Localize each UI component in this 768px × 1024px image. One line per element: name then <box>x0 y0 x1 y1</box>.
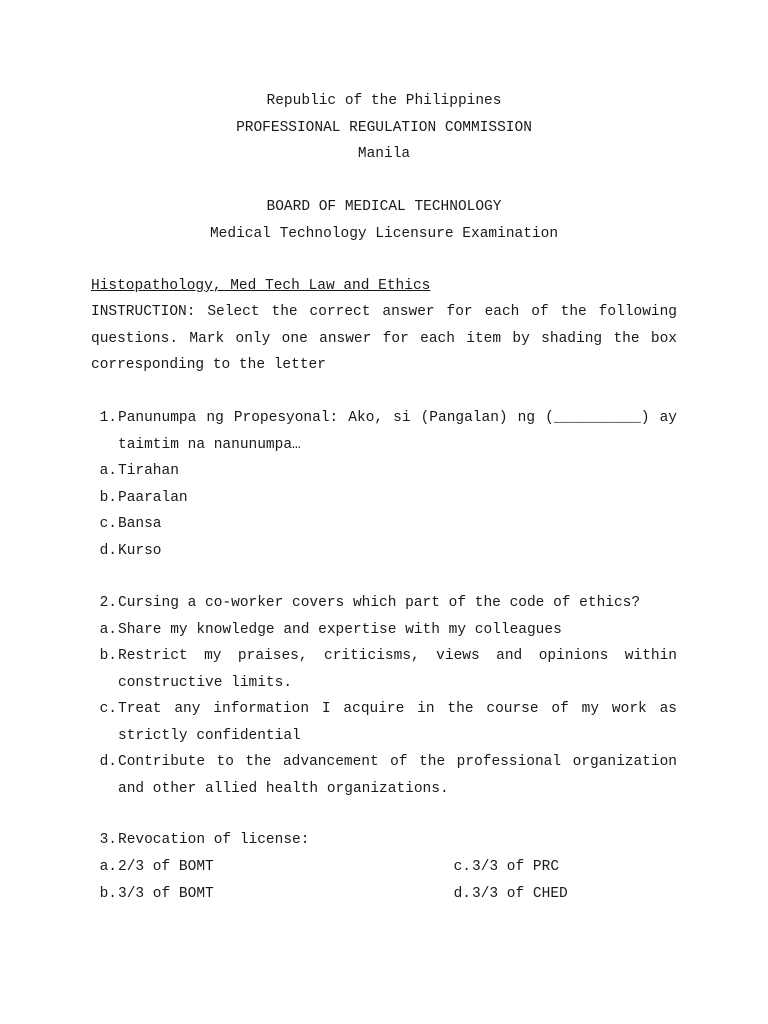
question-3-choices-left <box>91 854 391 907</box>
choice-text: 3/3 of PRC <box>472 859 560 875</box>
question-2 <box>91 590 677 802</box>
choice-letter: b. <box>99 648 117 664</box>
question-number: 3. <box>99 832 117 848</box>
choice-letter: d. <box>99 542 117 559</box>
exam-heading: Medical Technology Licensure Examination <box>209 226 559 242</box>
city-heading: Manila <box>357 146 411 162</box>
choice-text: Contribute to the advancement of the professional organization and other allied health organizations. <box>118 754 677 797</box>
choice-3c[interactable] <box>445 854 675 881</box>
choice-text: Bansa <box>118 516 162 532</box>
choice-2d[interactable] <box>91 749 677 802</box>
choice-letter: c. <box>453 859 471 875</box>
question-number: 1. <box>99 410 117 426</box>
question-3-choices-right <box>445 854 675 907</box>
choice-letter: b. <box>99 489 117 506</box>
question-1 <box>91 405 677 564</box>
choice-text: Share my knowledge and expertise with my colleagues <box>118 621 562 638</box>
choice-3d[interactable] <box>445 881 675 908</box>
choice-letter: a. <box>99 463 117 479</box>
choice-letter: b. <box>99 885 117 902</box>
choice-text: 2/3 of BOMT <box>118 859 214 875</box>
choice-text: Kurso <box>118 542 162 559</box>
choice-text: Restrict my praises, criticisms, views and opinions within constructive limits. <box>118 648 677 691</box>
question-3 <box>91 827 677 854</box>
choice-2c[interactable] <box>91 696 677 749</box>
choice-letter: d. <box>453 885 471 902</box>
question-number: 2. <box>99 595 117 611</box>
question-text: Panunumpa ng Propesyonal: Ako, si (Pangalan) ng (__________) ay taimtim na nanunumpa… <box>118 410 677 453</box>
section-title: Histopathology, Med Tech Law and Ethics <box>91 278 431 294</box>
choice-1a[interactable] <box>91 458 677 485</box>
choice-3a[interactable] <box>91 854 391 881</box>
choice-2b[interactable] <box>91 643 677 696</box>
choice-1c[interactable] <box>91 511 677 538</box>
choice-2a[interactable] <box>91 617 677 644</box>
question-text: Revocation of license: <box>118 832 310 848</box>
question-3-stem <box>91 827 677 854</box>
choice-3b[interactable] <box>91 881 391 908</box>
instruction-paragraph: INSTRUCTION: Select the correct answer for each of the following questions. Mark only one answer for each item by shading the box corresponding to the letter <box>91 304 677 373</box>
choice-letter: d. <box>99 754 117 770</box>
republic-heading: Republic of the Philippines <box>266 93 502 109</box>
choice-letter: a. <box>99 859 117 875</box>
choice-1b[interactable] <box>91 485 677 512</box>
question-2-stem <box>91 590 677 617</box>
choice-letter: c. <box>99 701 117 717</box>
board-heading: BOARD OF MEDICAL TECHNOLOGY <box>266 199 502 215</box>
choice-text: 3/3 of CHED <box>472 885 568 902</box>
choice-text: Tirahan <box>118 463 179 479</box>
choice-text: Paaralan <box>118 489 188 506</box>
choice-1d[interactable] <box>91 538 677 565</box>
commission-heading: PROFESSIONAL REGULATION COMMISSION <box>236 120 532 136</box>
question-1-stem <box>91 405 677 458</box>
choice-text: 3/3 of BOMT <box>118 885 214 902</box>
choice-text: Treat any information I acquire in the course of my work as strictly confidential <box>118 701 677 744</box>
question-text: Cursing a co-worker covers which part of the code of ethics? <box>118 595 641 611</box>
choice-letter: a. <box>99 621 117 638</box>
choice-letter: c. <box>99 516 117 532</box>
